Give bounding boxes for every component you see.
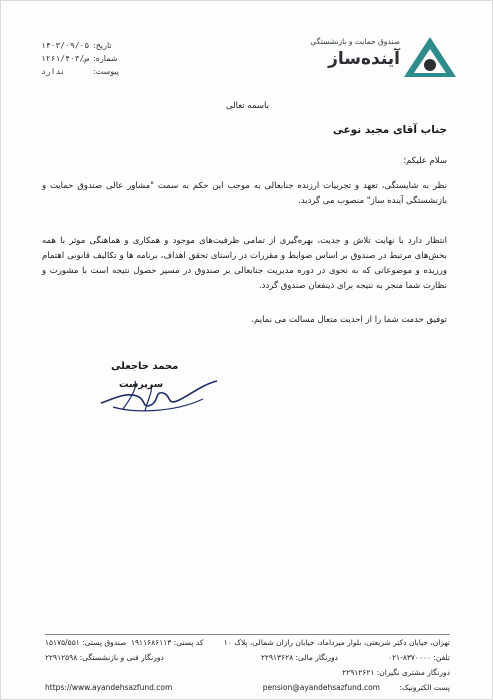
attachment-value: ندارد xyxy=(41,67,66,76)
footer-phone: تلفن: ۸۳۷۰۰۰۰-۰۲۱ xyxy=(388,653,450,662)
footer-postal-code: کد پستی: ۱۹۱۱۶۸۶۱۱۳ xyxy=(131,638,204,647)
footer-fax-finance: دورنگار مالی: ۲۲۹۱۳۶۲۸ xyxy=(260,653,338,662)
org-subtitle: صندوق حمایت و بازنشستگی xyxy=(310,37,400,46)
handwritten-signature xyxy=(93,369,223,419)
footer-email-label: پست الکترونیک: xyxy=(399,683,450,692)
footer-fax-technical: دورنگار فنی و بازنشستگی: ۲۲۹۱۲۵۹۸ xyxy=(45,653,164,662)
footer-website[interactable]: https://www.ayandehsazfund.com xyxy=(45,683,173,692)
number-value: ۱۲۶۱/۴۰۳/س xyxy=(41,54,90,63)
closing-line: توفیق خدمت شما را از احدیت متعال مسالت می نمایم. xyxy=(251,315,447,325)
paragraph-expectations: انتظار دارد با نهایت تلاش و جدیت، بهره‌گیری از تمامی ظرفیت‌های موجود و همکاری و هماهنگی موثر با همه بخش‌های مرتبط در صندوق بر اساس ضوابط و مقررات در راستای تحقق اهداف، برنامه ها و تکالیف قانونی اهتمام ورزیده و موضوعاتی که به نحوی در دوره مدیریت جنابعالی بر صندوق در مسیر حصول نتیجه است با مشورت و نظارت شما منجر به نتیجه برای ذینفعان صندوق گردد. xyxy=(42,236,447,291)
org-name: آینده‌ساز xyxy=(328,49,400,69)
signatory-name: محمد حاجعلی xyxy=(111,361,179,372)
paragraph-appointment: نظر به شایستگی، تعهد و تجربیات ارزنده جنابعالی به موجب این حکم به سمت "مشاور عالی صندوق حمایت و بازنشستگی آینده ساز" منصوب می گردید. xyxy=(42,181,447,206)
footer-divider xyxy=(45,634,450,635)
letter-meta xyxy=(41,41,141,80)
attachment-label: پیوست: xyxy=(93,67,120,76)
greeting: سلام علیکم؛ xyxy=(403,156,447,166)
date-label: تاریخ: xyxy=(93,41,112,50)
date-value: ۱۴۰۳/۰۹/۰۵ xyxy=(41,41,90,50)
footer-address: تهران، خیابان دکتر شریعتی، بلوار میرداماد، خیابان رازان شمالی، پلاک ۱۰ xyxy=(223,638,450,647)
org-logo xyxy=(288,33,458,83)
footer-email[interactable]: pension@ayandehsazfund.com xyxy=(262,683,380,692)
triangle-logo-icon xyxy=(402,35,458,79)
signatory-title: سرپرست xyxy=(119,379,164,390)
recipient: جناب آقای مجید نوعی xyxy=(332,124,447,136)
footer-po-box: صندوق پستی: ۱۵۱۷۵/۵۵۱ xyxy=(45,638,127,647)
invocation: باسمه تعالی xyxy=(226,101,269,111)
number-label: شماره: xyxy=(93,54,118,63)
footer-fax-customers: دورنگار مشتری نگیران: ۲۲۹۱۲۶۲۱ xyxy=(342,668,450,677)
